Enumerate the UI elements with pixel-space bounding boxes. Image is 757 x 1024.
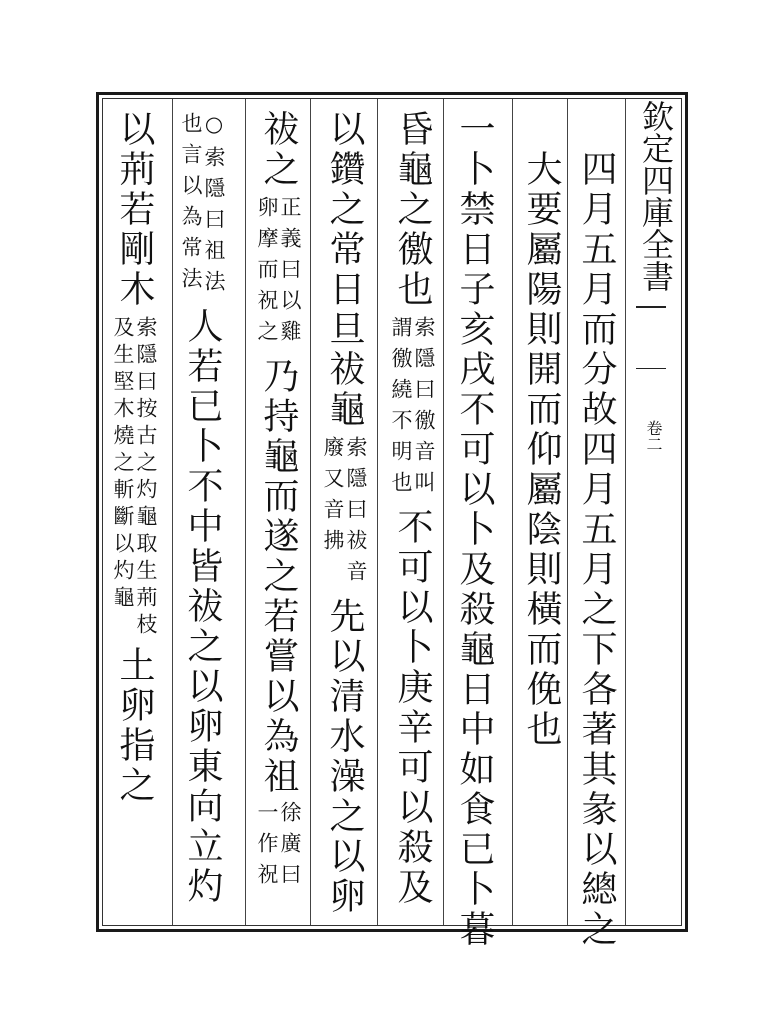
text-column-2 (521, 150, 562, 750)
annotation-line: 一作祝 (255, 801, 279, 894)
column-tail: 不可以卜庚辛可以殺及 (392, 508, 433, 908)
annotation-line: ○索隱曰祖法 (202, 112, 226, 301)
annotation (256, 196, 300, 351)
column-text: 一卜禁日子亥戌不可以卜及殺龜日中如食已卜暮 (454, 110, 495, 950)
text-column-5 (322, 110, 366, 917)
text-column-8 (112, 110, 156, 806)
column-head: 以鑽之常日旦祓龜 (324, 110, 365, 430)
annotation (256, 801, 300, 894)
annotation-line: 索隱曰按古之灼龜取生荊枝 (134, 316, 158, 640)
book-title: 欽定四庫全書 (637, 100, 675, 292)
margin-title (630, 100, 682, 926)
annotation-line: 卵摩而祝之 (255, 196, 279, 351)
annotation-line: 廢又音拂 (321, 436, 345, 560)
text-column-6 (256, 110, 300, 894)
column-text: 大要屬陽則開而仰屬陰則橫而俛也 (521, 150, 562, 750)
column-tail: 乃持龜而遂之若嘗以為祖 (258, 357, 299, 797)
text-column-7 (180, 112, 224, 907)
column-head: 昏龜之徼也 (392, 110, 433, 310)
column-tail: 人若已卜不中皆祓之以卵東向立灼 (182, 307, 223, 907)
annotation-line: 及生堅木燒之斬斷以灼龜 (111, 316, 135, 613)
annotation (112, 316, 156, 640)
annotation-line: 索隱曰徼音叫 (412, 316, 436, 502)
annotation-line: 謂徼繞不明也 (389, 316, 413, 502)
annotation-line: 正義曰以雞 (278, 196, 302, 351)
annotation-line: 索隱曰祓音 (344, 436, 368, 591)
text-column-4 (390, 110, 434, 908)
column-rule (172, 99, 173, 925)
column-head: 以荊若剛木 (114, 110, 155, 310)
column-rule (567, 99, 568, 925)
juan-label: 卷二 (644, 420, 663, 452)
column-tail: 土卵指之 (114, 646, 155, 806)
column-tail: 先以清水澡之以卵 (324, 597, 365, 917)
annotation (390, 316, 434, 502)
text-column-1 (576, 150, 617, 950)
annotation-line: 徐廣曰 (278, 801, 302, 894)
column-rule (625, 99, 626, 925)
column-rule (310, 99, 311, 925)
annotation-line: 也言以為常法 (179, 112, 203, 298)
column-rule (512, 99, 513, 925)
annotation (322, 436, 366, 591)
text-column-3 (454, 110, 495, 950)
column-head: 祓之 (258, 110, 299, 190)
column-text: 四月五月而分故四月五月之下各著其彖以總之 (576, 150, 617, 950)
fish-tail-mark (636, 306, 666, 369)
annotation (180, 112, 224, 301)
column-rule (443, 99, 444, 925)
column-rule (245, 99, 246, 925)
column-rule (377, 99, 378, 925)
